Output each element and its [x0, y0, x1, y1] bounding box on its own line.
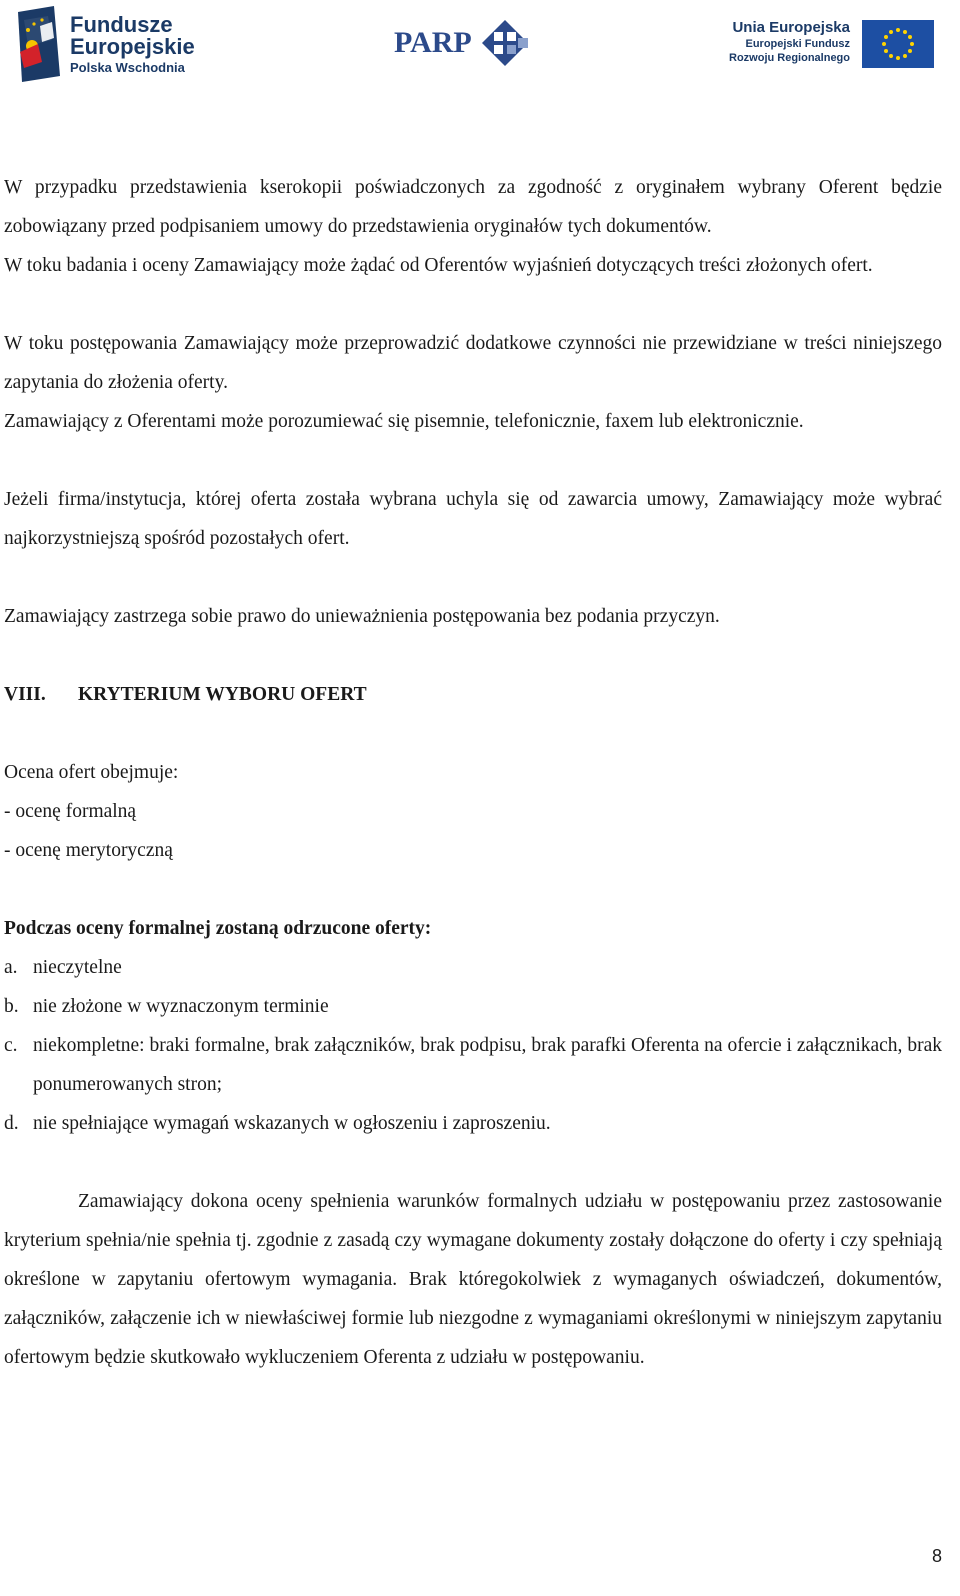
assessment-intro: Ocena ofert obejmuje:	[4, 762, 179, 783]
list-item-text: nie złożone w wyznaczonym terminie	[33, 996, 329, 1017]
logo-left-line2: Europejskie	[70, 34, 195, 59]
rejected-offers-heading: Podczas oceny formalnej zostaną odrzucone oferty:	[4, 918, 432, 939]
fundusze-europejskie-logo	[18, 6, 198, 82]
document-body	[4, 168, 942, 1377]
section-heading	[4, 675, 942, 714]
logo-left-line1: Fundusze	[70, 12, 173, 37]
list-marker: c.	[4, 1035, 18, 1056]
logo-left-line3: Polska Wschodnia	[70, 60, 185, 75]
paragraph-clarifications: W toku badania i oceny Zamawiający może żądać od Oferentów wyjaśnień dotyczących treści złożonych ofert.	[4, 255, 873, 276]
paragraph-communication: Zamawiający z Oferentami może porozumiewać się pisemnie, telefonicznie, faxem lub elektronicznie.	[4, 411, 804, 432]
list-item	[4, 987, 942, 1026]
unia-europejska-wordmark	[728, 18, 850, 65]
section-number: VIII.	[4, 684, 46, 705]
paragraph-cancellation-right: Zamawiający zastrzega sobie prawo do unieważnienia postępowania bez podania przyczyn.	[4, 606, 720, 627]
paragraph-withdrawal: Jeżeli firma/instytucja, której oferta została wybrana uchyla się od zawarcia umowy, Zamawiający może wybrać najkorzystniejszą spośród pozostałych ofert.	[4, 489, 942, 549]
eu-flag-icon	[862, 20, 934, 68]
paragraph-formal-assessment: Zamawiający dokona oceny spełnienia warunków formalnych udziału w postępowaniu przez zastosowanie kryterium spełnia/nie spełnia tj. zgodnie z zasadą czy wymagane dokumenty zostały dołączone do oferty i czy spełniają określone w zapytaniu ofertowym wymagania. Brak któregokolwiek z wymaganych oświadczeń, dokumentów, załączników, załączenie ich w niewłaściwej formie lub niezgodne z wymaganiami określonymi w niniejszym zapytaniu ofertowym będzie skutkowało wykluczeniem Oferenta z udziału w postępowaniu.	[4, 1191, 942, 1368]
rejected-offers-list	[4, 948, 942, 1143]
fundusze-europejskie-wordmark	[70, 14, 195, 78]
assessment-item: - ocenę formalną	[4, 801, 137, 822]
logo-right-line2: Europejski Fundusz	[745, 38, 850, 50]
list-item	[4, 1026, 942, 1104]
list-item	[4, 948, 942, 987]
page-header	[0, 0, 960, 90]
page-number: 8	[931, 1546, 942, 1566]
fundusze-europejskie-sign-icon	[18, 6, 60, 82]
list-item-text: nieczytelne	[33, 957, 122, 978]
section-title: KRYTERIUM WYBORU OFERT	[78, 684, 367, 705]
list-item	[4, 1104, 942, 1143]
logo-right-line3: Rozwoju Regionalnego	[729, 52, 850, 64]
parp-emblem-icon	[480, 18, 530, 68]
list-item-text: niekompletne: braki formalne, brak załączników, brak podpisu, brak parafki Oferenta na ofercie i załącznikach, brak ponumerowanych stron;	[33, 1035, 942, 1095]
list-item-text: nie spełniające wymagań wskazanych w ogłoszeniu i zaproszeniu.	[33, 1113, 551, 1134]
assessment-item: - ocenę merytoryczną	[4, 840, 173, 861]
list-marker: d.	[4, 1113, 19, 1134]
paragraph-copies: W przypadku przedstawienia kserokopii poświadczonych za zgodność z oryginałem wybrany Oferent będzie zobowiązany przed podpisaniem umowy do przedstawienia oryginałów tych dokumentów.	[4, 177, 942, 237]
parp-logo	[394, 16, 534, 74]
unia-europejska-logo	[728, 14, 944, 74]
list-marker: b.	[4, 996, 19, 1017]
logo-right-line1: Unia Europejska	[732, 19, 850, 36]
parp-wordmark: PARP	[394, 26, 472, 59]
list-marker: a.	[4, 957, 18, 978]
paragraph-additional-actions: W toku postępowania Zamawiający może przeprowadzić dodatkowe czynności nie przewidziane w treści niniejszego zapytania do złożenia oferty.	[4, 333, 942, 393]
